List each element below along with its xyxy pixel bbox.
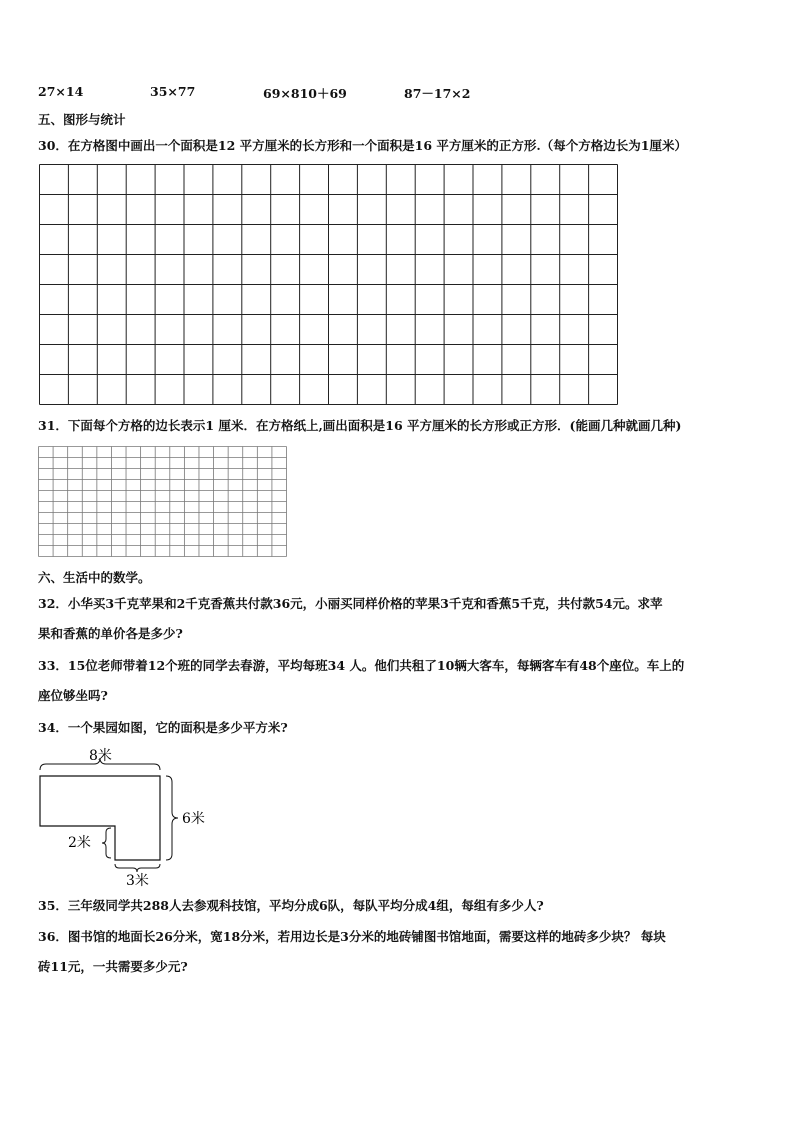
- orchard-figure: [30, 740, 230, 890]
- section-6-title: 六、生活中的数学。: [38, 570, 151, 585]
- calc-item: 27×14: [38, 84, 84, 99]
- q33-line2: 座位够坐吗?: [38, 688, 108, 703]
- calc-item: 87－17×2: [404, 86, 471, 101]
- q34-text: 34．一个果园如图，它的面积是多少平方米?: [38, 720, 288, 735]
- q36-line1: 36．图书馆的地面长26分米，宽18分米，若用边长是3分米的地砖铺图书馆地面，需要这样的地砖多少块？ 每块: [38, 929, 666, 944]
- bottom-brace: [115, 864, 160, 872]
- q36-line2: 砖11元，一共需要多少元?: [38, 959, 188, 974]
- top-label: 8米: [89, 748, 112, 764]
- right-label: 6米: [182, 811, 205, 827]
- q31-text: 31．下面每个方格的边长表示1 厘米．在方格纸上,画出面积是16 平方厘米的长方形或正方形．(能画几种就画几种): [38, 418, 682, 433]
- calc-item: 69×810＋69: [263, 86, 347, 101]
- orchard-shape: [40, 776, 160, 860]
- q32-line1: 32．小华买3千克苹果和2千克香蕉共付款36元，小丽买同样价格的苹果3千克和香蕉5千克，共付款54元。求苹: [38, 596, 663, 611]
- q31-grid[interactable]: [38, 446, 288, 558]
- calc-item: 35×77: [150, 84, 196, 99]
- q32-line2: 果和香蕉的单价各是多少?: [38, 626, 183, 641]
- bottom-label: 3米: [126, 873, 149, 889]
- q33-line1: 33．15位老师带着12个班的同学去春游，平均每班34 人。他们共租了10辆大客车，每辆客车有48个座位。车上的: [38, 658, 685, 673]
- q30-grid[interactable]: [39, 164, 619, 406]
- q30-text: 30．在方格图中画出一个面积是12 平方厘米的长方形和一个面积是16 平方厘米的正方形.（每个方格边长为1厘米）: [38, 138, 687, 153]
- inner-label: 2米: [68, 835, 91, 851]
- inner-brace: [102, 828, 111, 858]
- right-brace: [166, 776, 178, 860]
- q35-text: 35．三年级同学共288人去参观科技馆，平均分成6队，每队平均分成4组，每组有多少人?: [38, 898, 544, 913]
- section-5-title: 五、图形与统计: [38, 112, 126, 127]
